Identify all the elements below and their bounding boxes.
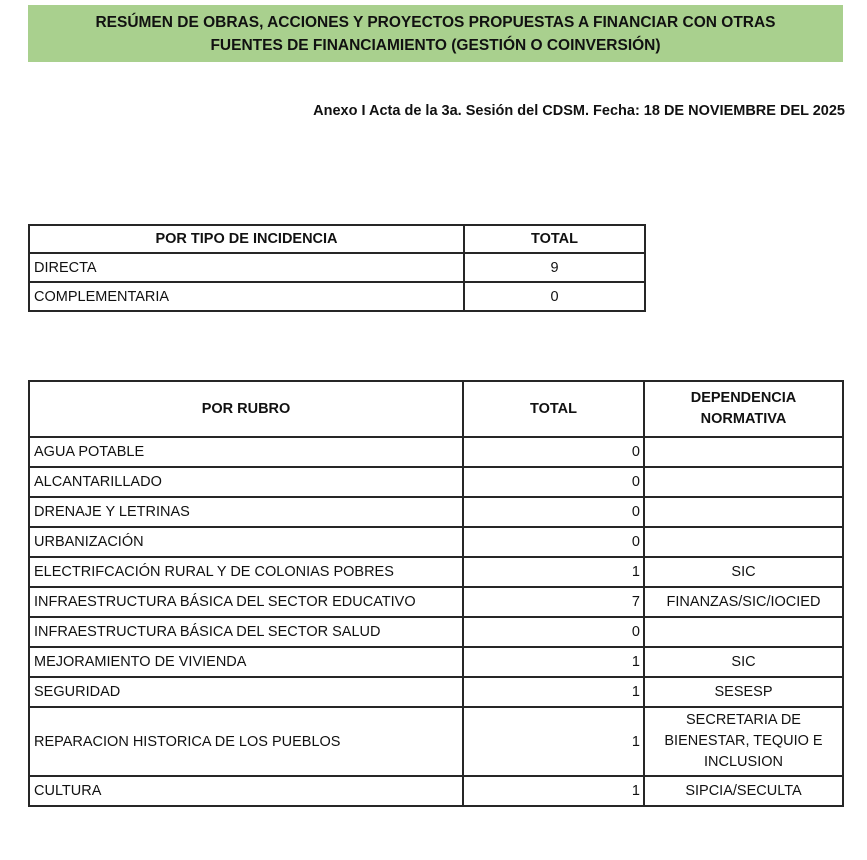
rubro-label: AGUA POTABLE <box>29 437 463 467</box>
incidencia-table <box>28 224 646 312</box>
table-row <box>29 707 843 776</box>
rubro-dependencia-value <box>644 497 843 527</box>
incidencia-label: DIRECTA <box>29 253 464 282</box>
incidencia-total-value: 0 <box>464 282 645 311</box>
rubro-total-value: 0 <box>463 467 644 497</box>
table-row <box>29 253 645 282</box>
rubro-total-value: 0 <box>463 527 644 557</box>
incidencia-total-value: 9 <box>464 253 645 282</box>
rubro-dependencia-value: SIC <box>644 647 843 677</box>
rubro-label: REPARACION HISTORICA DE LOS PUEBLOS <box>29 707 463 776</box>
rubro-total-value: 0 <box>463 437 644 467</box>
rubro-label: ALCANTARILLADO <box>29 467 463 497</box>
incidencia-header-total: TOTAL <box>464 225 645 253</box>
rubro-dependencia-value <box>644 617 843 647</box>
rubro-total-value: 0 <box>463 497 644 527</box>
rubro-label: DRENAJE Y LETRINAS <box>29 497 463 527</box>
table-row <box>29 617 843 647</box>
table-row <box>29 677 843 707</box>
rubro-total-value: 7 <box>463 587 644 617</box>
table-row <box>29 437 843 467</box>
rubro-dependencia-value: SECRETARIA DE BIENESTAR, TEQUIO E INCLUSION <box>644 707 843 776</box>
rubro-dependencia-value: SESESP <box>644 677 843 707</box>
rubro-label: SEGURIDAD <box>29 677 463 707</box>
rubro-header-rubro: POR RUBRO <box>29 381 463 437</box>
rubro-label: MEJORAMIENTO DE VIVIENDA <box>29 647 463 677</box>
rubro-label: INFRAESTRUCTURA BÁSICA DEL SECTOR EDUCATIVO <box>29 587 463 617</box>
rubro-total-value: 1 <box>463 776 644 806</box>
subtitle <box>313 103 845 119</box>
subtitle-text: Anexo I Acta de la 3a. Sesión del CDSM. Fecha: 18 DE NOVIEMBRE DEL 2025 <box>313 103 845 119</box>
rubro-dependencia-value <box>644 527 843 557</box>
incidencia-label: COMPLEMENTARIA <box>29 282 464 311</box>
incidencia-header-tipo: POR TIPO DE INCIDENCIA <box>29 225 464 253</box>
rubro-dependencia-value: SIC <box>644 557 843 587</box>
rubro-label: INFRAESTRUCTURA BÁSICA DEL SECTOR SALUD <box>29 617 463 647</box>
rubro-total-value: 0 <box>463 617 644 647</box>
table-header-row <box>29 381 843 437</box>
table-row <box>29 557 843 587</box>
table-row <box>29 282 645 311</box>
table-row <box>29 467 843 497</box>
rubro-dependencia-value: SIPCIA/SECULTA <box>644 776 843 806</box>
title-text: RESÚMEN DE OBRAS, ACCIONES Y PROYECTOS PROPUESTAS A FINANCIAR CON OTRAS FUENTES DE FINANCIAMIENTO (GESTIÓN O COINVERSIÓN) <box>95 13 776 54</box>
rubro-dependencia-value: FINANZAS/SIC/IOCIED <box>644 587 843 617</box>
rubro-dependencia-value <box>644 467 843 497</box>
rubro-dependencia-value <box>644 437 843 467</box>
rubro-label: CULTURA <box>29 776 463 806</box>
rubro-table <box>28 380 844 807</box>
rubro-header-total: TOTAL <box>463 381 644 437</box>
rubro-header-dependencia: DEPENDENCIA NORMATIVA <box>644 381 843 437</box>
table-row <box>29 587 843 617</box>
title-banner <box>28 5 843 62</box>
rubro-total-value: 1 <box>463 647 644 677</box>
rubro-total-value: 1 <box>463 557 644 587</box>
rubro-label: URBANIZACIÓN <box>29 527 463 557</box>
table-row <box>29 776 843 806</box>
table-row <box>29 527 843 557</box>
rubro-total-value: 1 <box>463 707 644 776</box>
rubro-total-value: 1 <box>463 677 644 707</box>
table-header-row <box>29 225 645 253</box>
table-row <box>29 647 843 677</box>
table-row <box>29 497 843 527</box>
rubro-label: ELECTRIFCACIÓN RURAL Y DE COLONIAS POBRES <box>29 557 463 587</box>
